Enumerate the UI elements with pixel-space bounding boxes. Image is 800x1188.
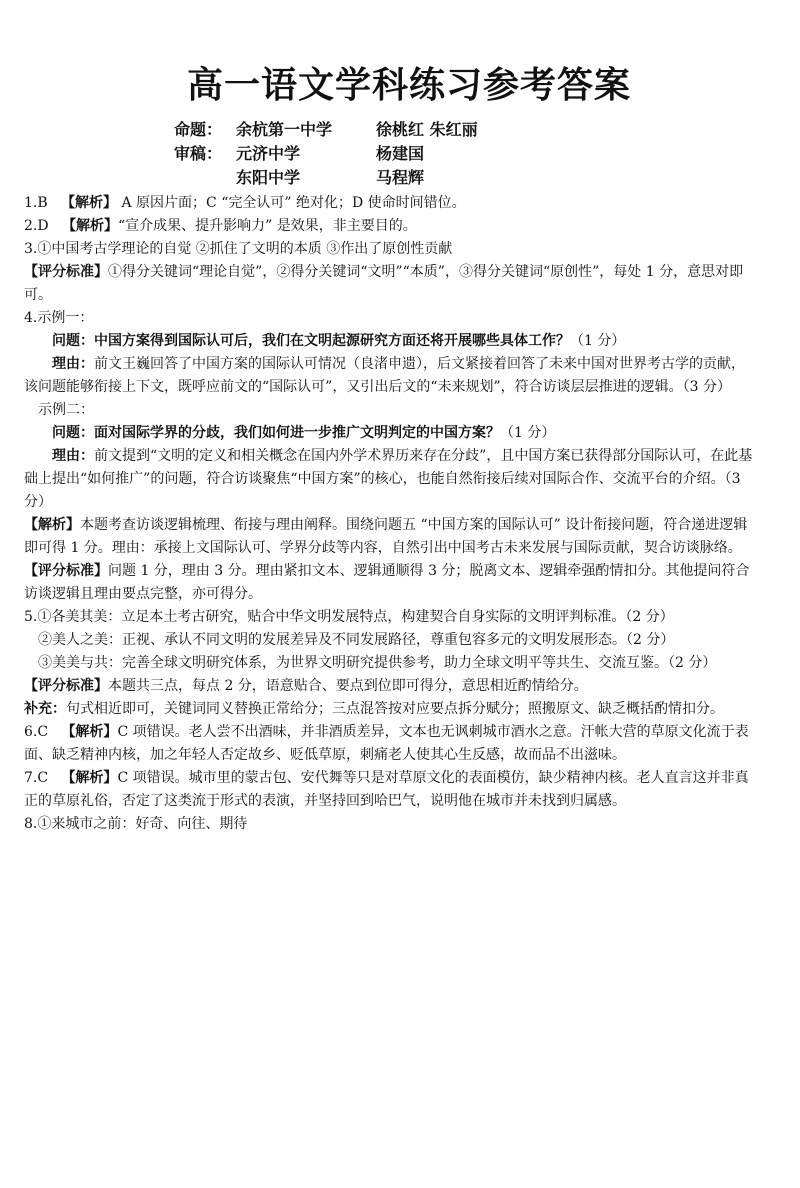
credit-label: 审稿： xyxy=(174,144,223,163)
credit-names: 徐桃红 朱红丽 xyxy=(376,120,478,139)
question-number: 7.C xyxy=(24,770,49,786)
example-question xyxy=(24,422,754,445)
score-note: （1 分） xyxy=(500,425,556,441)
answer-text: “宣介成果、提升影响力” 是效果，非主要目的。 xyxy=(117,218,417,234)
analysis-tag: 【解析】 xyxy=(61,724,118,740)
supplement-tag: 补充： xyxy=(24,701,66,717)
question-number: 6.C xyxy=(24,724,49,740)
scoring-text: 本题共三点，每点 2 分，语意贴合、要点到位即可得分，意思相近酌情给分。 xyxy=(108,678,588,694)
scoring-standard-q5 xyxy=(24,675,754,698)
answer-q2 xyxy=(24,215,754,238)
question-number: 2.D xyxy=(24,218,49,234)
scoring-text: 问题 1 分，理由 3 分。理由紧扣文本、逻辑通顺得 3 分；脱离文本、逻辑牵强酌情扣分。其他提问符合访谈逻辑且理由要点完整，亦可得分。 xyxy=(24,563,750,602)
credit-row xyxy=(174,166,754,190)
score-note: （1 分） xyxy=(570,333,626,349)
supplement-q5 xyxy=(24,698,754,721)
credit-names: 马程辉 xyxy=(376,168,425,187)
answer-document-page xyxy=(0,58,800,1188)
reason-label: 理由： xyxy=(52,448,94,464)
credit-label: 命题： xyxy=(174,120,223,139)
scoring-standard-q3 xyxy=(24,261,754,307)
credit-row xyxy=(174,142,754,166)
credit-label xyxy=(174,166,236,190)
scoring-tag: 【评分标准】 xyxy=(24,563,108,579)
question-text: 问题：中国方案得到国际认可后，我们在文明起源研究方面还将开展哪些具体工作？ xyxy=(52,333,570,349)
reason-text: 前文提到“文明的定义和相关概念在国内外学术界历来存在分歧”，且中国方案已获得部分国际认可，在此基础上提出“如何推广”的问题，符合访谈聚焦“中国方案”的核心，也能自然衔接后续对国际合作、交流平台的介绍。（3 分） xyxy=(24,448,753,510)
answer-q3: 3.①中国考古学理论的自觉 ②抓住了文明的本质 ③作出了原创性贡献 xyxy=(24,241,453,257)
credit-school: 元济中学 xyxy=(236,144,301,163)
analysis-tag: 【解析】 xyxy=(61,218,118,234)
example-reason xyxy=(24,353,754,399)
scoring-tag: 【评分标准】 xyxy=(24,678,108,694)
question-number: 1.B xyxy=(24,195,48,211)
analysis-tag: 【解析】 xyxy=(61,195,118,211)
example-reason xyxy=(24,445,754,514)
example-question xyxy=(24,330,754,353)
answer-text: A 原因片面；C “完全认可” 绝对化；D 使命时间错位。 xyxy=(121,195,466,211)
scoring-standard-q4 xyxy=(24,560,754,606)
document-title: 高一语文学科练习参考答案 xyxy=(186,65,631,106)
scoring-text: ①得分关键词“理论自觉”，②得分关键词“文明”“本质”，③得分关键词“原创性”，每处 1 分，意思对即可。 xyxy=(24,264,744,303)
analysis-tag: 【解析】 xyxy=(24,517,80,533)
question-text: 问题：面对国际学界的分歧，我们如何进一步推广文明判定的中国方案？ xyxy=(52,425,500,441)
credit-row xyxy=(174,118,754,142)
answer-q5-point2: ②美人之美：正视、承认不同文明的发展差异及不同发展路径，尊重包容多元的文明发展形态。（2 分） xyxy=(38,632,675,648)
scoring-tag: 【评分标准】 xyxy=(24,264,108,280)
example-label: 4.示例一： xyxy=(24,310,94,326)
credit-names: 杨建国 xyxy=(376,144,425,163)
answer-q1 xyxy=(24,192,754,215)
credit-school: 东阳中学 xyxy=(236,168,301,187)
credits-block xyxy=(174,118,754,190)
reason-text: 前文王巍回答了中国方案的国际认可情况（良渚申遗），后文紧接着回答了未来中国对世界考古学的贡献，该问题能够衔接上下文，既呼应前文的“国际认可”，又引出后文的“未来规划”，符合访谈层层推进的逻辑。（3 分） xyxy=(24,356,745,395)
credit-school: 余杭第一中学 xyxy=(236,120,333,139)
answer-q7 xyxy=(24,767,754,813)
answer-q5-point3: ③美美与共：完善全球文明研究体系，为世界文明研究提供参考，助力全球文明平等共生、交流互鉴。（2 分） xyxy=(38,655,717,671)
reason-label: 理由： xyxy=(52,356,94,372)
answer-q6 xyxy=(24,721,754,767)
answer-text: C 项错误。老人尝不出酒味，并非酒质差异，文本也无讽刺城市酒水之意。汗帐大营的草原文化流于表面、缺乏精神内核，加之年轻人否定故乡、贬低草原，刺痛老人使其心生反感，故而品不出滋味。 xyxy=(24,724,749,763)
example-label: 示例二： xyxy=(38,402,94,418)
analysis-q4 xyxy=(24,514,754,560)
analysis-text: 本题考查访谈逻辑梳理、衔接与理由阐释。围绕问题五 “中国方案的国际认可” 设计衔接问题，符合递进逻辑即可得 1 分。理由：承接上文国际认可、学界分歧等内容，自然引出中国考古未来发展与国际贡献，契合访谈脉络。 xyxy=(24,517,748,556)
analysis-tag: 【解析】 xyxy=(61,770,118,786)
answer-body xyxy=(24,192,754,836)
answer-text: C 项错误。城市里的蒙古包、安代舞等只是对草原文化的表面模仿，缺少精神内核。老人直言这并非真正的草原礼俗，否定了这类流于形式的表演，并坚持回到哈巴气，说明他在城市并未找到归属感。 xyxy=(24,770,749,809)
supplement-text: 句式相近即可，关键词同义替换正常给分；三点混答按对应要点拆分赋分；照搬原文、缺乏概括酌情扣分。 xyxy=(66,701,724,717)
answer-q8: 8.①来城市之前：好奇、向往、期待 xyxy=(24,816,248,832)
answer-q5-point1: 5.①各美其美：立足本土考古研究，贴合中华文明发展特点，构建契合自身实际的文明评判标准。（2 分） xyxy=(24,609,674,625)
